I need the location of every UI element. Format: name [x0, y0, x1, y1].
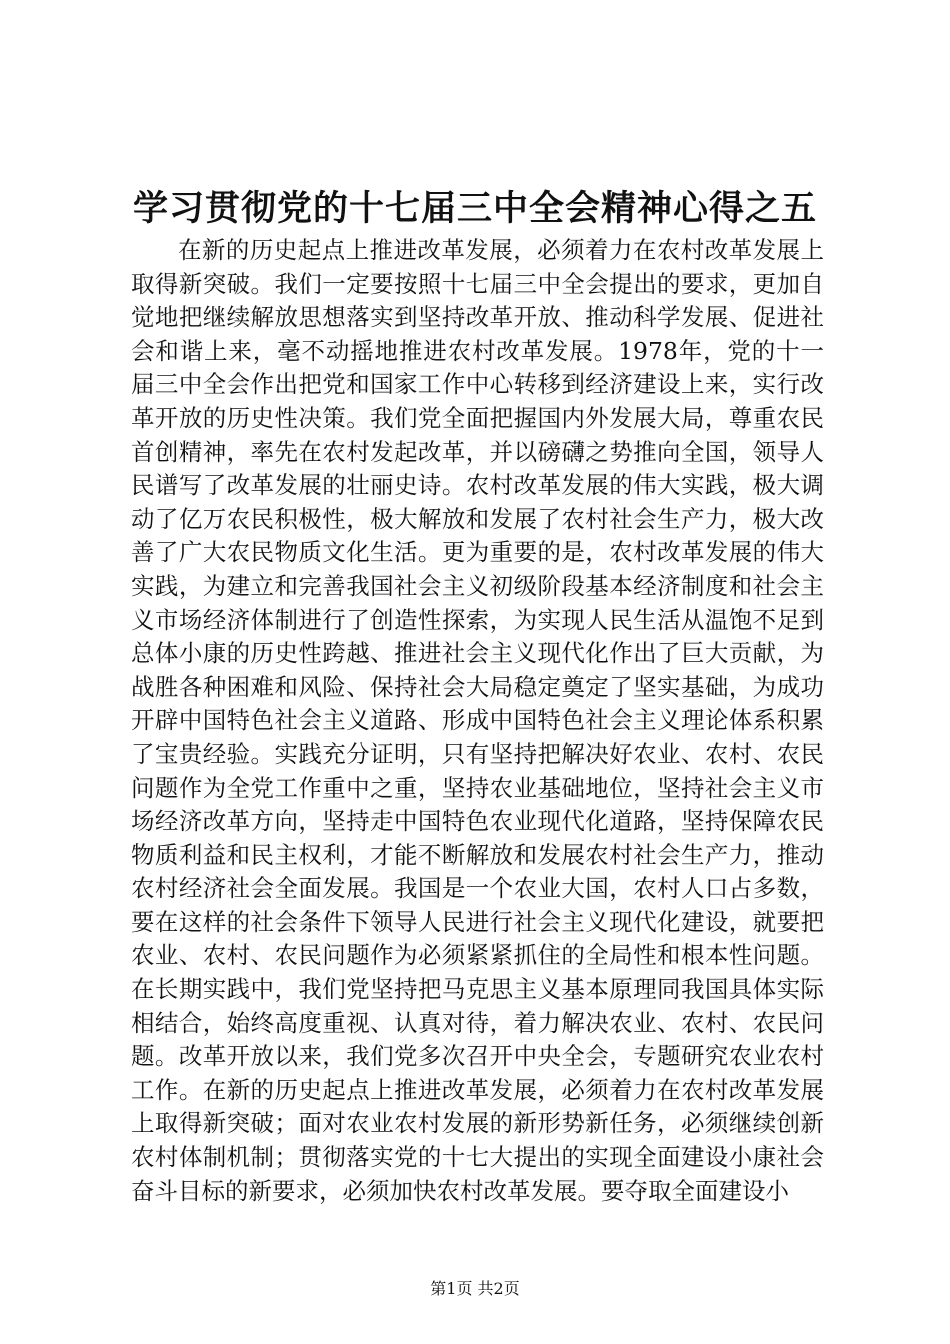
- document-title: 学习贯彻党的十七届三中全会精神心得之五: [132, 188, 817, 229]
- body-paragraph: 在新的历史起点上推进改革发展，必须着力在农村改革发展上取得新突破。我们一定要按照十七届三中全会提出的要求，更加自觉地把继续解放思想落实到坚持改革开放、推动科学发展、促进社会和谐上来，毫不动摇地推进农村改革发展。1978年，党的十一届三中全会作出把党和国家工作中心转移到经济建设上来，实行改革开放的历史性决策。我们党全面把握国内外发展大局，尊重农民首创精神，率先在农村发起改革，并以磅礴之势推向全国，领导人民谱写了改革发展的壮丽史诗。农村改革发展的伟大实践，极大调动了亿万农民积极性，极大解放和发展了农村社会生产力，极大改善了广大农民物质文化生活。更为重要的是，农村改革发展的伟大实践，为建立和完善我国社会主义初级阶段基本经济制度和社会主义市场经济体制进行了创造性探索，为实现人民生活从温饱不足到总体小康的历史性跨越、推进社会主义现代化作出了巨大贡献，为战胜各种困难和风险、保持社会大局稳定奠定了坚实基础，为成功开辟中国特色社会主义道路、形成中国特色社会主义理论体系积累了宝贵经验。实践充分证明，只有坚持把解决好农业、农村、农民问题作为全党工作重中之重，坚持农业基础地位，坚持社会主义市场经济改革方向，坚持走中国特色农业现代化道路，坚持保障农民物质利益和民主权利，才能不断解放和发展农村社会生产力，推动农村经济社会全面发展。我国是一个农业大国，农村人口占多数，要在这样的社会条件下领导人民进行社会主义现代化建设，就要把农业、农村、农民问题作为必须紧紧抓住的全局性和根本性问题。在长期实践中，我们党坚持把马克思主义基本原理同我国具体实际相结合，始终高度重视、认真对待，着力解决农业、农村、农民问题。改革开放以来，我们党多次召开中央全会，专题研究农业农村工作。在新的历史起点上推进改革发展，必须着力在农村改革发展上取得新突破；面对农业农村发展的新形势新任务，必须继续创新农村体制机制；贯彻落实党的十七大提出的实现全面建设小康社会奋斗目标的新要求，必须加快农村改革发展。要夺取全面建设小: [131, 236, 824, 1205]
- page-number: 第1页 共2页: [430, 1279, 520, 1298]
